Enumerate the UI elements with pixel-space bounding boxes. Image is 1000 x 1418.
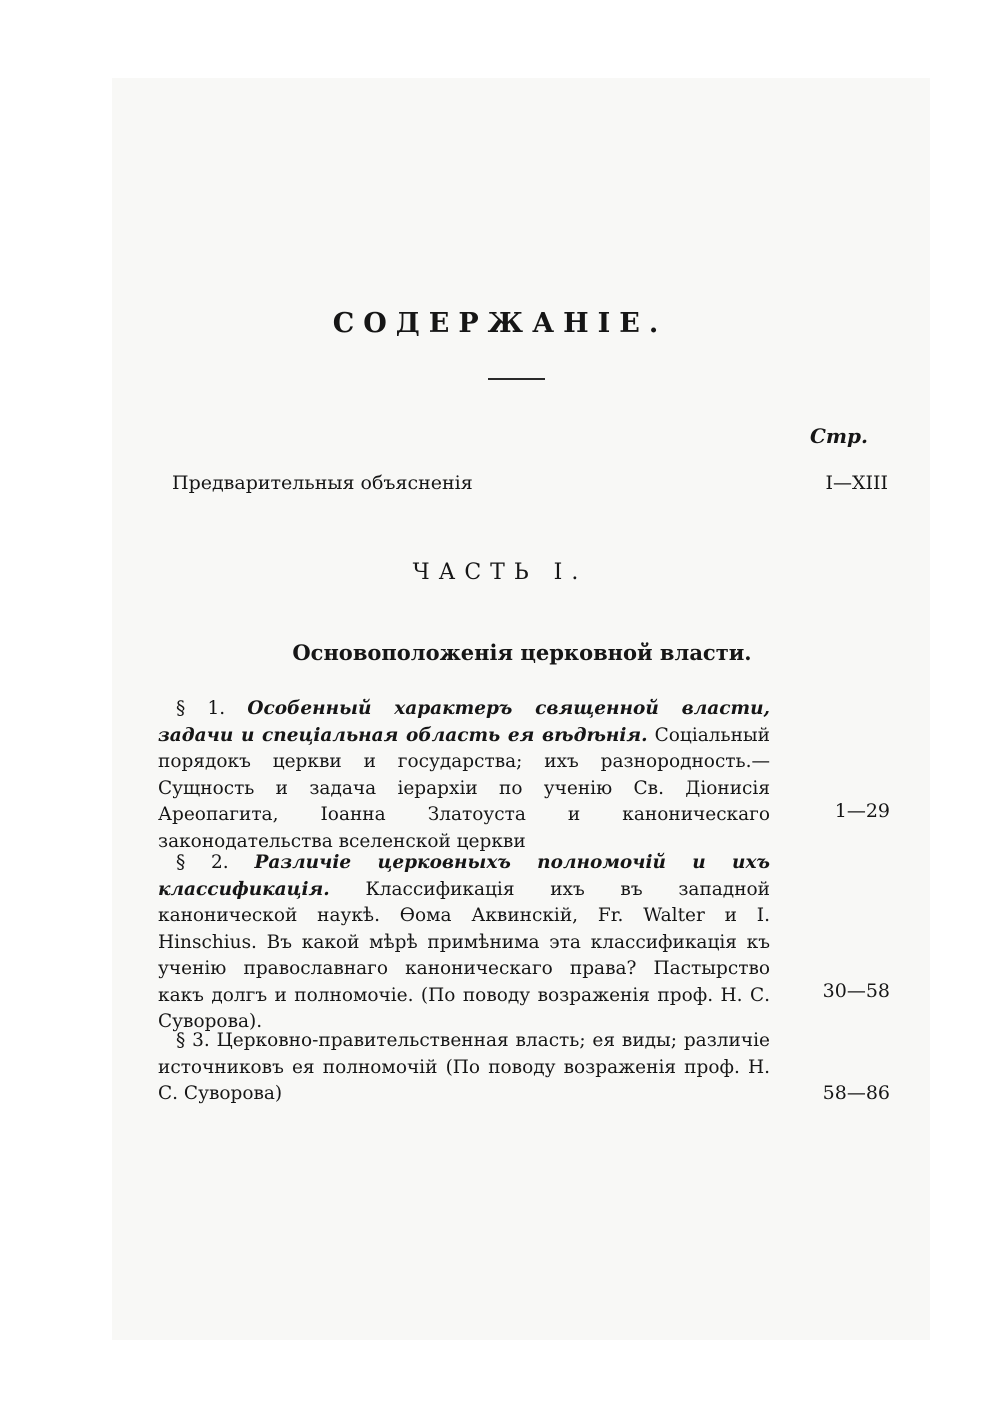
preface-pages: I—XIII [825, 472, 888, 494]
entry-title: Особенный характеръ священной власти, задачи и спеціальная область ея вѣдѣнія. [158, 698, 770, 746]
entry-pages-1: 1—29 [834, 800, 890, 822]
entry-number: § 2. [176, 852, 229, 873]
toc-entry-3 [158, 1028, 770, 1108]
entry-text: Классификація ихъ въ западной канонической наукѣ. Ѳома Аквинскій, Fr. Walter и I. Hinschius. Въ какой мѣрѣ примѣнима эта классификація къ ученію православнаго каноническаго права? Пастырство какъ долгъ и полномочіе. (По поводу возраженія проф. Н. С. Суворова). [158, 878, 770, 1032]
part-heading: ЧАСТЬ I. [412, 560, 588, 585]
section-title: Основоположенія церковной власти. [292, 640, 752, 665]
toc-entry-1 [158, 696, 770, 855]
entry-title: Различіе церковныхъ полномочій и ихъ классификація. [158, 852, 770, 900]
preface-label: Предварительныя объясненія [172, 472, 473, 494]
preface-entry [172, 472, 888, 494]
toc-entry-2 [158, 850, 770, 1036]
title-divider [488, 378, 545, 380]
pages-column-header: Стр. [809, 424, 868, 448]
page-title: СОДЕРЖАНІЕ. [332, 308, 668, 339]
entry-text: Соціальный порядокъ церкви и государства; ихъ разнородность.—Сущность и задача іерархіи по ученію Св. Діонисія Ареопагита, Іоанна Златоуста и каноническаго законодательства вселенской церкви [158, 724, 770, 852]
entry-pages-2: 30—58 [822, 980, 890, 1002]
entry-pages-3: 58—86 [822, 1082, 890, 1104]
entry-text: Церковно-правительственная власть; ея виды; различіе источниковъ ея полномочій (По поводу возраженія проф. Н. С. Суворова) [158, 1030, 770, 1104]
entry-number: § 1. [176, 698, 226, 719]
entry-number: § 3. [176, 1030, 210, 1051]
